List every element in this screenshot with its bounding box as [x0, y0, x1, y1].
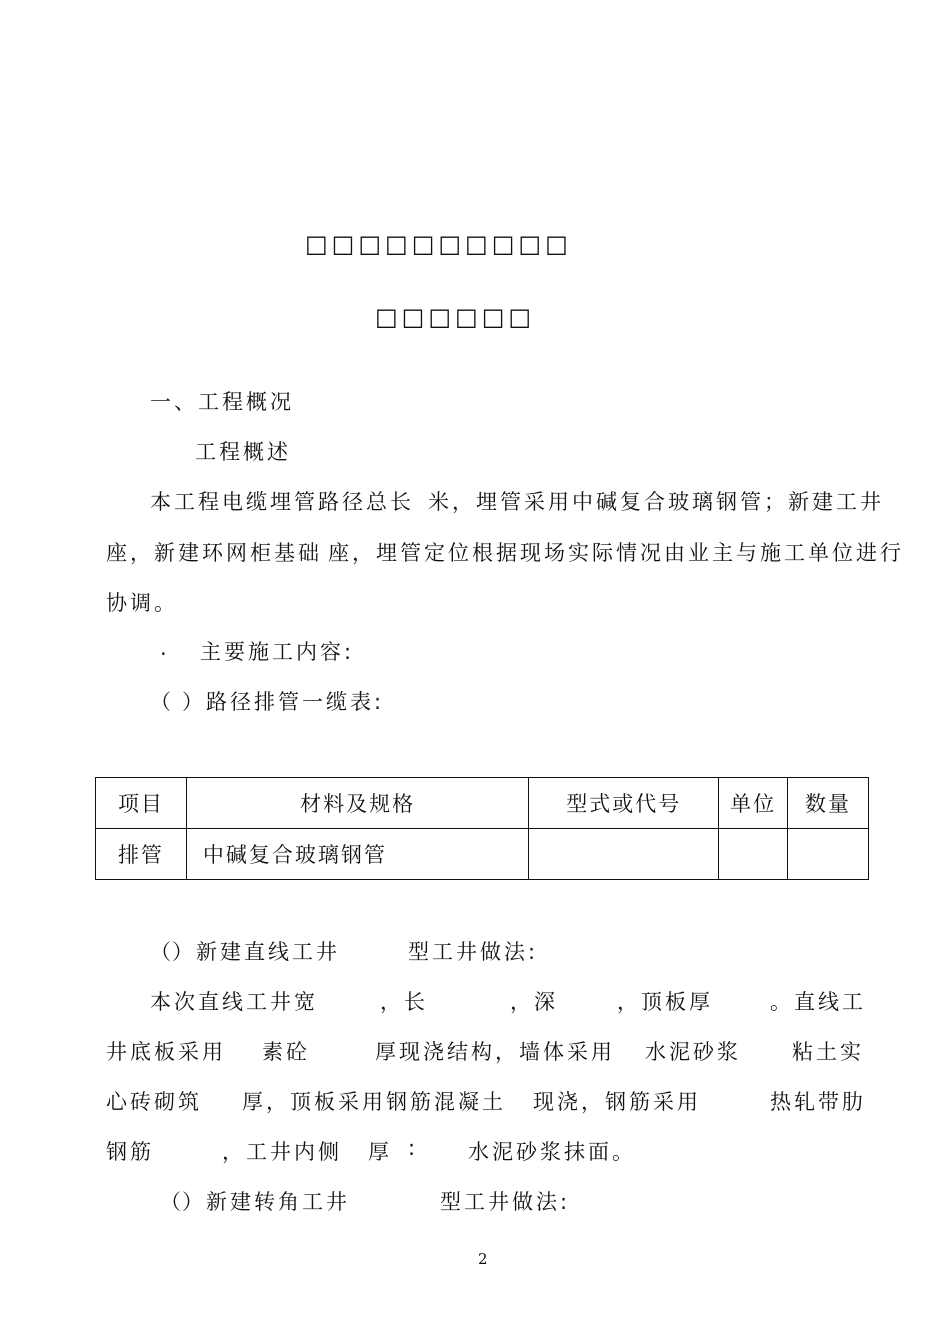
item1-label: ）路径排管一缆表:: [182, 690, 385, 714]
straight-l4-0: 钢筋: [106, 1140, 154, 1164]
doc-title-line-1: □□□□□□□□□□: [305, 230, 572, 258]
cell-item: 排管: [96, 829, 187, 880]
table-header-row: [96, 778, 869, 829]
straight-l4-3: :: [408, 1136, 419, 1160]
table-row: [96, 829, 869, 880]
straight-l1-0: 本次直线工井宽: [150, 990, 318, 1014]
item1-open-paren: （: [150, 690, 174, 714]
overview-line-1a: 本工程电缆埋管路径总长: [150, 490, 414, 514]
straight-l3-2: 现浇，钢筋采用: [533, 1090, 701, 1114]
item3-open-paren: （: [160, 1190, 184, 1214]
straight-l3-0: 心砖砌筑: [106, 1090, 202, 1114]
overview-line-1b: 米，埋管采用中碱复合玻璃钢管；新建工井: [428, 490, 884, 514]
main-content-dot: .: [160, 636, 170, 660]
header-item: 项目: [96, 778, 187, 829]
straight-l4-2: 厚: [368, 1140, 392, 1164]
cell-material: 中碱复合玻璃钢管: [186, 829, 529, 880]
straight-l2-0: 井底板采用: [106, 1040, 226, 1064]
item3-label-b: 型工井做法:: [440, 1190, 571, 1214]
straight-l4-4: 水泥砂浆抹面。: [468, 1140, 636, 1164]
cell-type: [529, 829, 719, 880]
header-unit: 单位: [719, 778, 788, 829]
straight-l2-2: 厚现浇结构，墙体采用: [375, 1040, 615, 1064]
straight-l1-2: ，深: [510, 990, 558, 1014]
header-type: 型式或代号: [529, 778, 719, 829]
item2-label-b: 型工井做法:: [408, 940, 539, 964]
straight-l2-1: 素砼: [262, 1040, 310, 1064]
straight-l4-1: ，工井内侧: [222, 1140, 342, 1164]
main-content-label: 主要施工内容:: [200, 640, 355, 664]
straight-l1-1: ，长: [380, 990, 428, 1014]
conduit-table: [95, 777, 869, 880]
straight-l2-4: 粘土实: [792, 1040, 864, 1064]
straight-l3-3: 热轧带肋: [770, 1090, 866, 1114]
straight-l2-3: 水泥砂浆: [645, 1040, 741, 1064]
subsection-heading: 工程概述: [195, 440, 291, 464]
item3-label-a: ）新建转角工井: [182, 1190, 350, 1214]
straight-l1-4: 。直线工: [770, 990, 866, 1014]
header-quantity: 数量: [788, 778, 869, 829]
overview-line-2b: 座，埋管定位根据现场实际情况由业主与施工单位进行: [328, 541, 904, 565]
overview-line-2a: 座，新建环网柜基础: [106, 541, 322, 565]
overview-line-3: 协调。: [106, 591, 178, 615]
cell-unit: [719, 829, 788, 880]
doc-title-line-2: □□□□□□: [375, 303, 536, 331]
item2-label-a: ）新建直线工井: [172, 940, 340, 964]
straight-l1-3: ，顶板厚: [617, 990, 713, 1014]
section-heading: 一、工程概况: [150, 390, 294, 414]
header-material: 材料及规格: [186, 778, 529, 829]
page-number: 2: [478, 1250, 488, 1268]
straight-l3-1: 厚，顶板采用钢筋混凝土: [242, 1090, 506, 1114]
item2-open-paren: （: [150, 940, 174, 964]
cell-quantity: [788, 829, 869, 880]
